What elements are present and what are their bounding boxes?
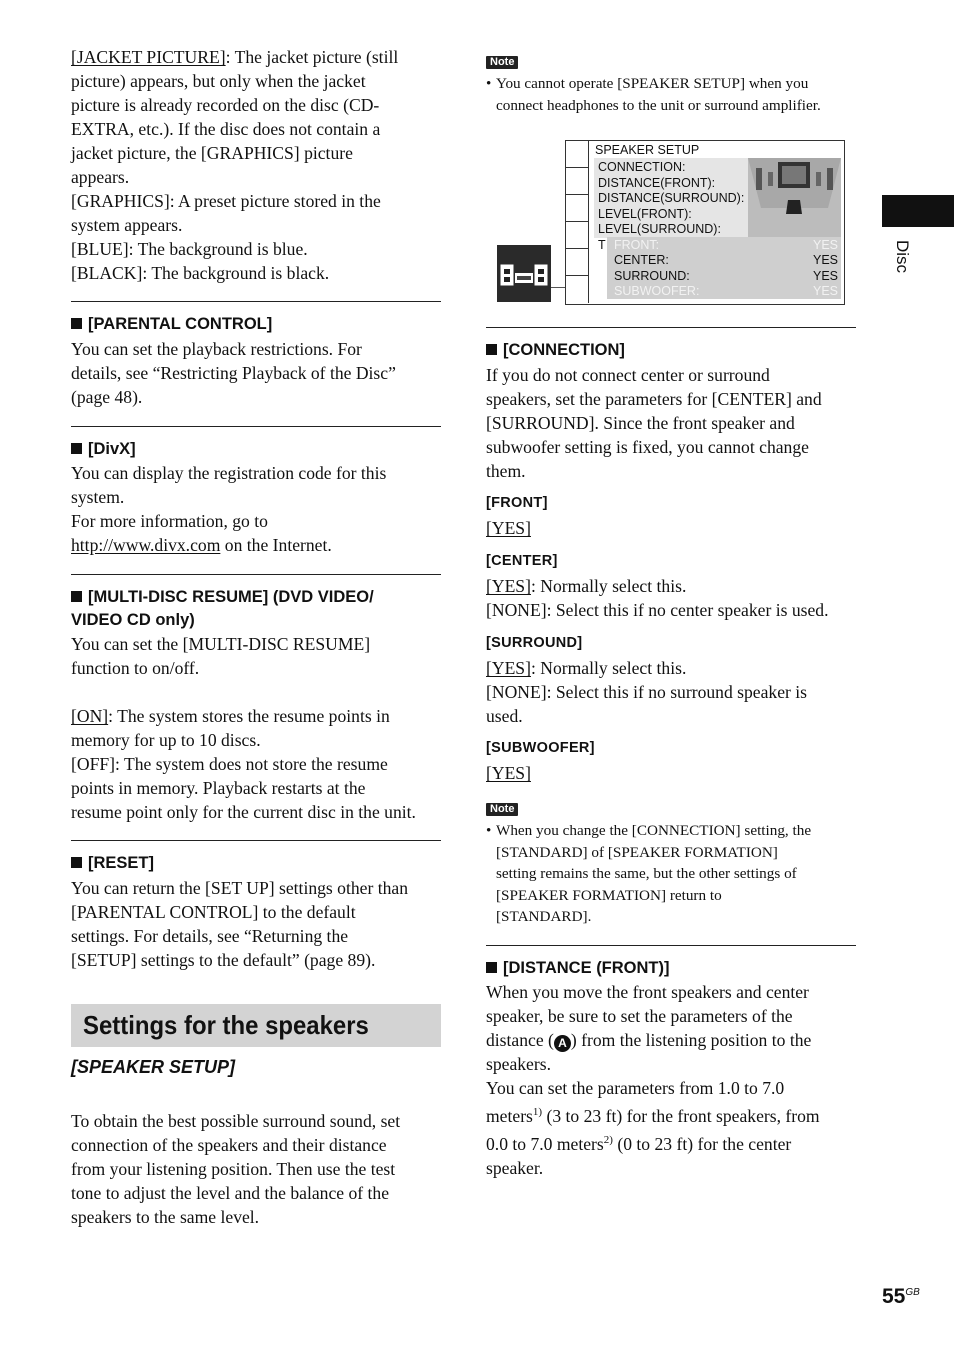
menu-icon xyxy=(566,222,588,249)
connection-text: If you do not connect center or surround speakers, set the parameters for [CENTER] and [SURROUND]. Since the front speaker and subwoofer setting is fixed, you cannot change them. xyxy=(486,365,822,481)
menu-item[interactable]: LEVEL(FRONT): xyxy=(598,207,692,221)
divider xyxy=(71,426,441,427)
center-label: [CENTER] xyxy=(486,553,558,569)
center-options: [YES]: Normally select this. [NONE]: Select this if no center speaker is used. xyxy=(486,576,829,620)
section-subtitle: [SPEAKER SETUP] xyxy=(71,1057,236,1077)
divx-link[interactable]: http://www.divx.com xyxy=(71,535,221,555)
note-2: • When you change the [CONNECTION] setting, the [STANDARD] of [SPEAKER FORMATION] setting remains the same, but the other settings of [SPEAKER FORMATION] return to [STANDARD]. xyxy=(486,822,812,926)
note-1: • You cannot operate [SPEAKER SETUP] when you connect headphones to the unit or surround amplifier. xyxy=(486,75,821,114)
reset-text: You can return the [SET UP] settings other than [PARENTAL CONTROL] to the default settings. For details, see “Returning the [SETUP] settings to the default” (page 89). xyxy=(71,878,409,970)
parental-heading: [PARENTAL CONTROL] xyxy=(71,313,272,336)
submenu-row[interactable]: SURROUND: YES xyxy=(614,269,838,283)
menu-item[interactable]: DISTANCE(SURROUND): xyxy=(598,191,745,205)
circle-a-icon: A xyxy=(554,1035,571,1052)
divider xyxy=(486,327,856,328)
intro-line: picture is already recorded on the disc (CD- xyxy=(71,95,380,115)
speaker-room-illustration xyxy=(748,158,841,238)
page-number: $55^{GB}$ xyxy=(882,1285,920,1308)
square-bullet-icon xyxy=(71,443,82,454)
surround-options: [YES]: Normally select this. [NONE]: Select this if no surround speaker is used. xyxy=(486,658,808,726)
submenu-row[interactable]: SUBWOOFER: YES xyxy=(614,284,838,298)
menu-icon-strip xyxy=(566,141,589,303)
remote-device-icon xyxy=(497,245,551,302)
multidisc-text: You can set the [MULTI-DISC RESUME] function to on/off. [ON]: The system stores the resume points in memory for up to 10 discs. [OFF]: The system does not store the resume points in memory. Playback restarts at the resume point only for the current disc in the unit. xyxy=(71,634,416,822)
square-bullet-icon xyxy=(71,857,82,868)
intro-line: [BLUE]: The background is blue. xyxy=(71,239,308,259)
side-tab-label: Disc xyxy=(893,240,912,274)
distance-heading: [DISTANCE (FRONT)] xyxy=(486,957,670,980)
distance-text: When you move the front speakers and center speaker, be sure to set the parameters of the distance ( A ) from the listening position to the speakers. You can set the parameters from 1.0 to 7.0 meters$^{1)}$ (3 to 23 ft) for the front speakers, from 0.0 to 7.0 meters$^{2)}$ (0 to 23 ft) for the center speaker. xyxy=(486,982,820,1178)
square-bullet-icon xyxy=(71,591,82,602)
section-title: Settings for the speakers xyxy=(83,1010,369,1040)
intro-line: EXTRA, etc.). If the disc does not contain a xyxy=(71,119,381,139)
section-text: To obtain the best possible surround sound, set connection of the speakers and their distance from your listening position. Then use the test tone to adjust the level and the balance of the speakers to the same level. xyxy=(71,1111,401,1227)
connection-heading: [CONNECTION] xyxy=(486,339,625,362)
divx-heading: [DivX] xyxy=(71,438,136,461)
reset-heading: [RESET] xyxy=(71,852,154,875)
menu-icon xyxy=(566,141,588,168)
screen-title: SPEAKER SETUP xyxy=(595,143,700,157)
multidisc-heading: [MULTI-DISC RESUME] (DVD VIDEO/ VIDEO CD only) xyxy=(71,588,374,629)
square-bullet-icon xyxy=(486,344,497,355)
intro-line: appears. xyxy=(71,167,130,187)
speaker-setup-screen xyxy=(565,140,845,305)
square-bullet-icon xyxy=(486,962,497,973)
intro-line: system appears. xyxy=(71,215,183,235)
menu-icon xyxy=(566,195,588,222)
intro-line: [GRAPHICS]: A preset picture stored in the xyxy=(71,191,381,211)
subwoofer-label: [SUBWOOFER] xyxy=(486,740,595,756)
menu-item[interactable]: T xyxy=(598,238,606,252)
surround-label: [SURROUND] xyxy=(486,635,583,651)
submenu-row[interactable]: FRONT: YES xyxy=(614,238,838,252)
section-title-bar xyxy=(71,1004,441,1047)
front-value: [YES] xyxy=(486,518,531,538)
intro-paragraph xyxy=(71,45,443,285)
menu-item[interactable]: DISTANCE(FRONT): xyxy=(598,176,716,190)
front-label: [FRONT] xyxy=(486,495,548,511)
menu-item[interactable]: LEVEL(SURROUND): xyxy=(598,222,721,236)
submenu-row[interactable]: CENTER: YES xyxy=(614,253,838,267)
divx-text: You can display the registration code for this system. For more information, go to http://www.divx.com on the Internet. xyxy=(71,463,387,555)
square-bullet-icon xyxy=(71,318,82,329)
intro-line: [JACKET PICTURE]: The jacket picture (still xyxy=(71,47,399,67)
subwoofer-value: [YES] xyxy=(486,763,531,783)
intro-line: picture) appears, but only when the jacket xyxy=(71,71,366,91)
menu-item[interactable]: CONNECTION: xyxy=(598,160,686,174)
note-badge: Note xyxy=(486,56,518,69)
menu-icon xyxy=(566,276,588,302)
parental-text: You can set the playback restrictions. For details, see “Restricting Playback of the Disc” (page 48). xyxy=(71,339,396,407)
divider xyxy=(486,945,856,946)
menu-icon xyxy=(566,249,588,276)
intro-line: [BLACK]: The background is black. xyxy=(71,263,330,283)
intro-line: jacket picture, the [GRAPHICS] picture xyxy=(71,143,353,163)
menu-icon xyxy=(566,168,588,195)
side-tab xyxy=(882,195,954,227)
divider xyxy=(71,574,441,575)
divider xyxy=(71,301,441,302)
divider xyxy=(71,840,441,841)
note-badge: Note xyxy=(486,803,518,816)
